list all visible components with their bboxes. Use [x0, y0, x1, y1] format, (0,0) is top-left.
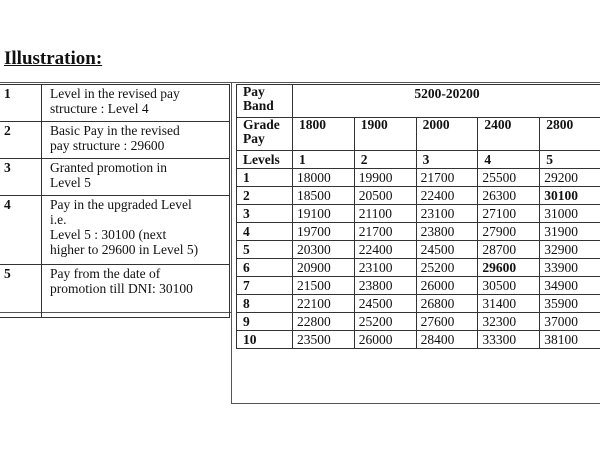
pay-cell: 37000: [540, 313, 600, 331]
pay-cell: 26000: [354, 331, 416, 349]
levels-label: Levels: [237, 151, 293, 169]
level-number: 2: [354, 151, 416, 169]
pay-band-label: Pay Band: [237, 85, 293, 118]
step-number: 2: [0, 122, 42, 159]
pay-row-index: 2: [237, 187, 293, 205]
pay-cell: 19700: [293, 223, 355, 241]
pay-cell: 25200: [416, 259, 478, 277]
pay-cell: 23800: [416, 223, 478, 241]
pay-cell: 30500: [478, 277, 540, 295]
step-row: [0, 265, 230, 318]
pay-row-index: 3: [237, 205, 293, 223]
step-text-line: pay structure : 29600: [50, 138, 165, 153]
pay-row: [237, 331, 600, 349]
pay-cell: 28400: [416, 331, 478, 349]
step-number: 1: [0, 85, 42, 122]
pay-row-index: 4: [237, 223, 293, 241]
pay-cell: 18000: [293, 169, 355, 187]
pay-cell: 35900: [540, 295, 600, 313]
pay-cell: 38100: [540, 331, 600, 349]
step-text: [42, 159, 230, 196]
pay-cell: 32900: [540, 241, 600, 259]
pay-cell: 31400: [478, 295, 540, 313]
levels-header-row: [237, 151, 600, 169]
grade-pay-value: 1800: [293, 118, 355, 151]
pay-cell: 22400: [354, 241, 416, 259]
grade-pay-value: 2400: [478, 118, 540, 151]
pay-cell: 21100: [354, 205, 416, 223]
pay-cell: 27100: [478, 205, 540, 223]
pay-cell: 21700: [416, 169, 478, 187]
step-text: [42, 265, 230, 318]
pay-cell: 21700: [354, 223, 416, 241]
pay-cell: 19900: [354, 169, 416, 187]
step-text-line: Basic Pay in the revised: [50, 123, 180, 138]
pay-row: [237, 187, 600, 205]
pay-cell: 30100: [540, 187, 600, 205]
step-row: [0, 196, 230, 265]
step-text: [42, 196, 230, 265]
grade-pay-label: Grade Pay: [237, 118, 293, 151]
pay-cell: 23100: [354, 259, 416, 277]
pay-row: [237, 295, 600, 313]
pay-row: [237, 223, 600, 241]
pay-cell: 31900: [540, 223, 600, 241]
pay-cell: 32300: [478, 313, 540, 331]
pay-cell: 19100: [293, 205, 355, 223]
step-text-line: higher to 29600 in Level 5): [50, 242, 199, 257]
pay-cell: 27600: [416, 313, 478, 331]
pay-row: [237, 313, 600, 331]
level-number: 3: [416, 151, 478, 169]
pay-cell: 23800: [354, 277, 416, 295]
pay-cell: 33900: [540, 259, 600, 277]
pay-row-index: 9: [237, 313, 293, 331]
pay-cell: 22800: [293, 313, 355, 331]
step-text-line: structure : Level 4: [50, 101, 149, 116]
frame-divider-line: [231, 82, 232, 404]
grade-pay-value: 1900: [354, 118, 416, 151]
step-text: [42, 122, 230, 159]
pay-matrix-table: [236, 84, 600, 349]
pay-cell: 29200: [540, 169, 600, 187]
pay-cell: 24500: [416, 241, 478, 259]
pay-cell: 18500: [293, 187, 355, 205]
pay-row-index: 7: [237, 277, 293, 295]
grade-pay-value: 2000: [416, 118, 478, 151]
pay-row: [237, 277, 600, 295]
level-number: 5: [540, 151, 600, 169]
pay-cell: 26300: [478, 187, 540, 205]
frame-top-line: [0, 82, 600, 83]
pay-cell: 26800: [416, 295, 478, 313]
step-text-line: promotion till DNI: 30100: [50, 281, 193, 296]
pay-row: [237, 169, 600, 187]
step-text-line: Level 5 : 30100 (next: [50, 227, 167, 242]
pay-cell: 27900: [478, 223, 540, 241]
pay-row: [237, 259, 600, 277]
step-row: [0, 159, 230, 196]
step-text: [42, 85, 230, 122]
pay-cell: 23100: [416, 205, 478, 223]
pay-cell: 25500: [478, 169, 540, 187]
pay-cell: 25200: [354, 313, 416, 331]
pay-cell: 28700: [478, 241, 540, 259]
pay-cell: 31000: [540, 205, 600, 223]
pay-row-index: 1: [237, 169, 293, 187]
steps-table: [0, 84, 230, 318]
step-text-line: Pay in the upgraded Level: [50, 197, 192, 212]
step-row: [0, 122, 230, 159]
pay-row: [237, 205, 600, 223]
step-row: [0, 85, 230, 122]
step-text-line: i.e.: [50, 212, 67, 227]
level-number: 1: [293, 151, 355, 169]
step-number: 4: [0, 196, 42, 265]
step-text-line: Level in the revised pay: [50, 86, 180, 101]
pay-row-index: 10: [237, 331, 293, 349]
pay-cell: 22400: [416, 187, 478, 205]
pay-cell: 26000: [416, 277, 478, 295]
pay-cell: 29600: [478, 259, 540, 277]
pay-cell: 33300: [478, 331, 540, 349]
pay-cell: 22100: [293, 295, 355, 313]
pay-band-value: 5200-20200: [293, 85, 600, 118]
pay-cell: 34900: [540, 277, 600, 295]
pay-row-index: 6: [237, 259, 293, 277]
pay-cell: 23500: [293, 331, 355, 349]
pay-row: [237, 241, 600, 259]
step-text-line: Pay from the date of: [50, 266, 161, 281]
pay-cell: 20500: [354, 187, 416, 205]
step-number: 5: [0, 265, 42, 318]
pay-cell: 24500: [354, 295, 416, 313]
step-number: 3: [0, 159, 42, 196]
pay-cell: 20900: [293, 259, 355, 277]
grade-pay-row: [237, 118, 600, 151]
level-number: 4: [478, 151, 540, 169]
frame-bottom-line: [231, 403, 600, 404]
illustration-heading: Illustration:: [4, 48, 103, 69]
pay-band-row: [237, 85, 600, 118]
pay-row-index: 8: [237, 295, 293, 313]
grade-pay-value: 2800: [540, 118, 600, 151]
step-text-line: Level 5: [50, 175, 91, 190]
pay-cell: 20300: [293, 241, 355, 259]
pay-cell: 21500: [293, 277, 355, 295]
step-text-line: Granted promotion in: [50, 160, 167, 175]
pay-row-index: 5: [237, 241, 293, 259]
